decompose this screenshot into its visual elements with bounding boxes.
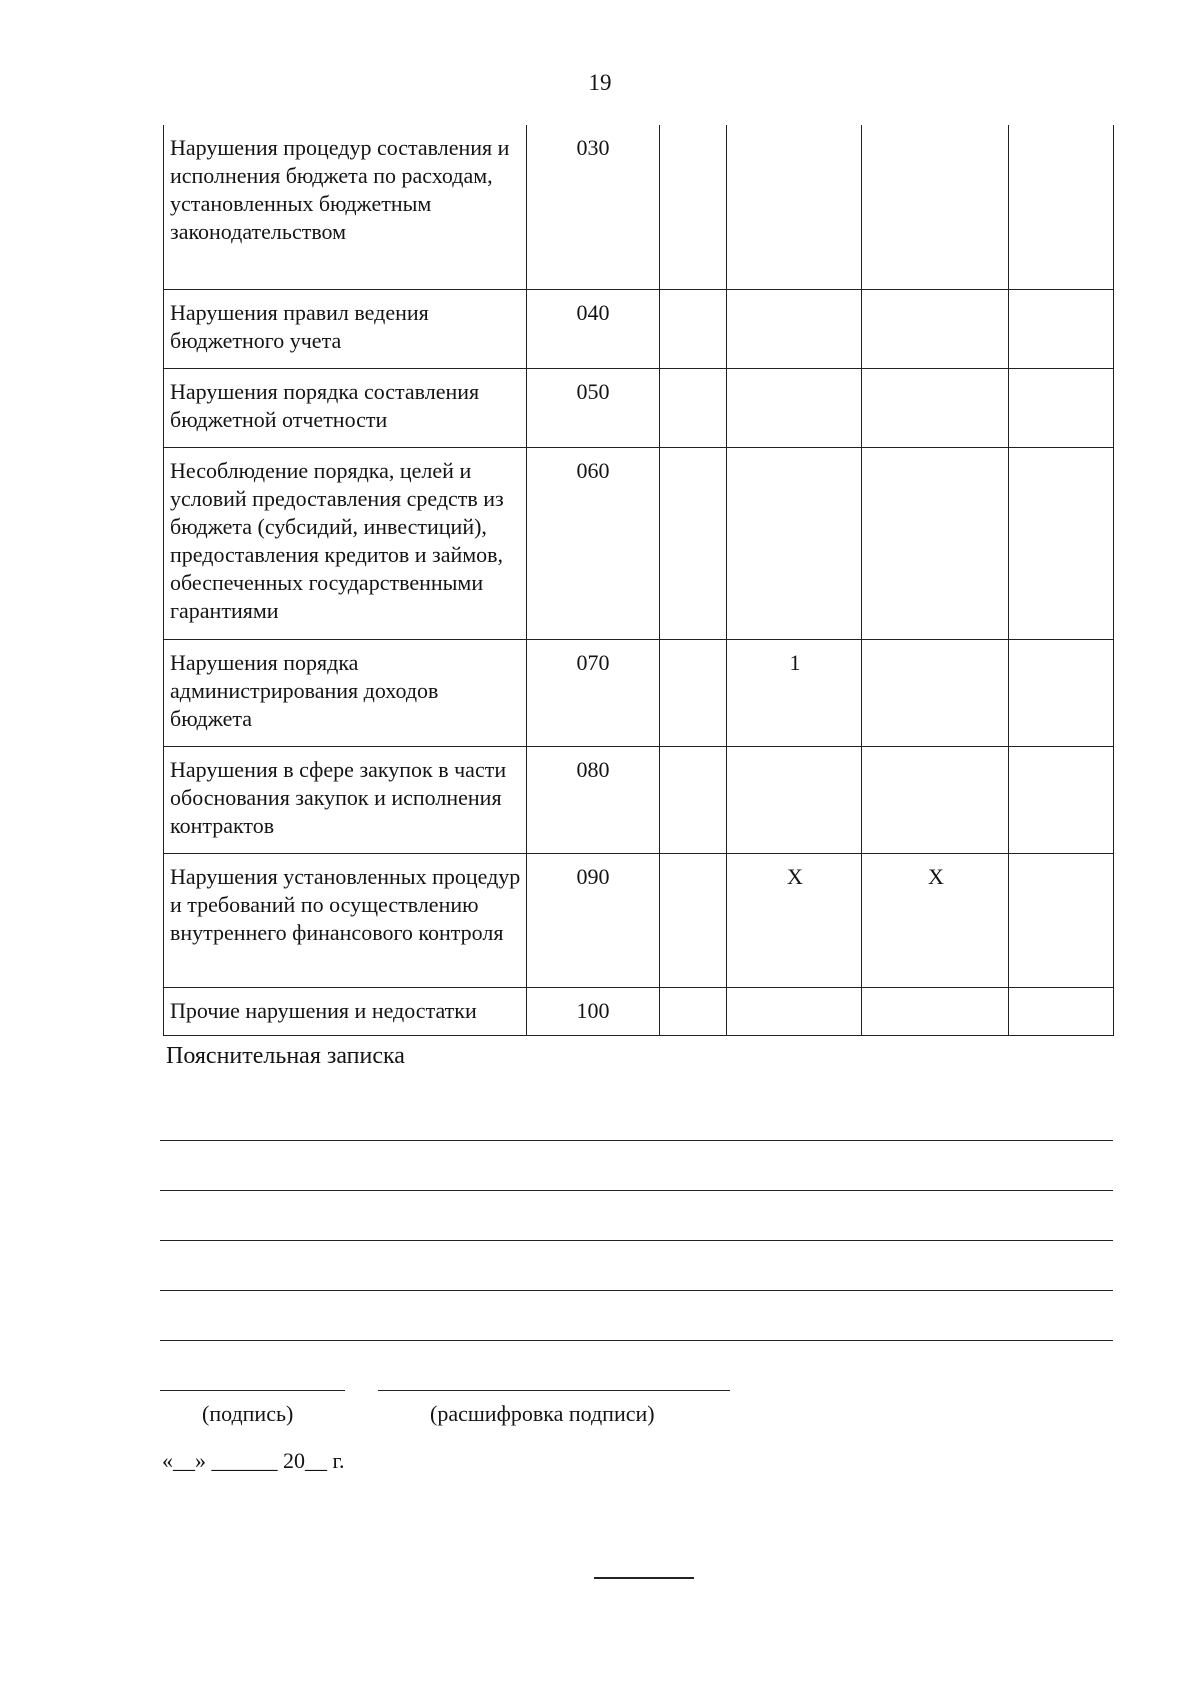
date-line: «__» ______ 20__ г. — [162, 1448, 345, 1473]
row-cell — [660, 639, 727, 746]
row-cell — [727, 368, 862, 447]
row-cell — [660, 746, 727, 853]
signature-line — [160, 1390, 345, 1391]
row-cell — [862, 368, 1009, 447]
note-title: Пояснительная записка — [166, 1043, 405, 1069]
row-cell — [862, 289, 1009, 368]
table-row — [164, 368, 1114, 447]
row-cell — [727, 289, 862, 368]
row-cell — [660, 987, 727, 1035]
row-cell — [862, 746, 1009, 853]
row-label: Нарушения процедур составления и исполнения бюджета по расходам, установленных бюджетным законодательством — [164, 125, 527, 289]
row-cell: X — [727, 853, 862, 987]
row-label: Прочие нарушения и недостатки — [164, 987, 527, 1035]
row-cell — [660, 125, 727, 289]
row-label: Нарушения порядка администрирования доходов бюджета — [164, 639, 527, 746]
row-label: Несоблюдение порядка, целей и условий предоставления средств из бюджета (субсидий, инвестиций), предоставления кредитов и займов, обеспеченных государственными гарантиями — [164, 447, 527, 639]
note-line — [160, 1340, 1113, 1341]
signature-decode-line — [378, 1390, 730, 1391]
note-line — [160, 1240, 1113, 1241]
row-label: Нарушения установленных процедур и требований по осуществлению внутреннего финансового контроля — [164, 853, 527, 987]
row-cell — [862, 987, 1009, 1035]
row-code: 060 — [527, 447, 660, 639]
table-row — [164, 125, 1114, 289]
row-cell — [660, 289, 727, 368]
row-cell — [660, 368, 727, 447]
row-cell — [660, 853, 727, 987]
table-row — [164, 853, 1114, 987]
row-cell — [727, 125, 862, 289]
row-cell — [1009, 447, 1114, 639]
note-line — [160, 1290, 1113, 1291]
row-cell — [1009, 125, 1114, 289]
row-cell — [1009, 639, 1114, 746]
note-line — [160, 1140, 1113, 1141]
row-cell — [727, 746, 862, 853]
row-cell: 1 — [727, 639, 862, 746]
row-cell — [862, 125, 1009, 289]
row-code: 070 — [527, 639, 660, 746]
row-label: Нарушения порядка составления бюджетной отчетности — [164, 368, 527, 447]
row-cell — [727, 447, 862, 639]
row-cell — [1009, 368, 1114, 447]
row-cell — [862, 639, 1009, 746]
row-code: 030 — [527, 125, 660, 289]
row-code: 090 — [527, 853, 660, 987]
table-row — [164, 987, 1114, 1035]
row-cell — [1009, 289, 1114, 368]
row-cell — [660, 447, 727, 639]
row-label: Нарушения в сфере закупок в части обоснования закупок и исполнения контрактов — [164, 746, 527, 853]
table-row — [164, 289, 1114, 368]
row-label: Нарушения правил ведения бюджетного учета — [164, 289, 527, 368]
row-code: 100 — [527, 987, 660, 1035]
page-number: 19 — [588, 70, 612, 95]
signature-label: (подпись) — [202, 1401, 294, 1426]
row-cell — [1009, 987, 1114, 1035]
row-code: 040 — [527, 289, 660, 368]
end-divider — [594, 1577, 694, 1579]
signature-decode-label: (расшифровка подписи) — [430, 1401, 655, 1426]
table-row — [164, 746, 1114, 853]
note-line — [160, 1190, 1113, 1191]
row-code: 080 — [527, 746, 660, 853]
table-row — [164, 639, 1114, 746]
row-cell — [727, 987, 862, 1035]
row-code: 050 — [527, 368, 660, 447]
row-cell — [862, 447, 1009, 639]
violations-table — [163, 125, 1114, 1036]
row-cell: X — [862, 853, 1009, 987]
table-row — [164, 447, 1114, 639]
row-cell — [1009, 746, 1114, 853]
row-cell — [1009, 853, 1114, 987]
